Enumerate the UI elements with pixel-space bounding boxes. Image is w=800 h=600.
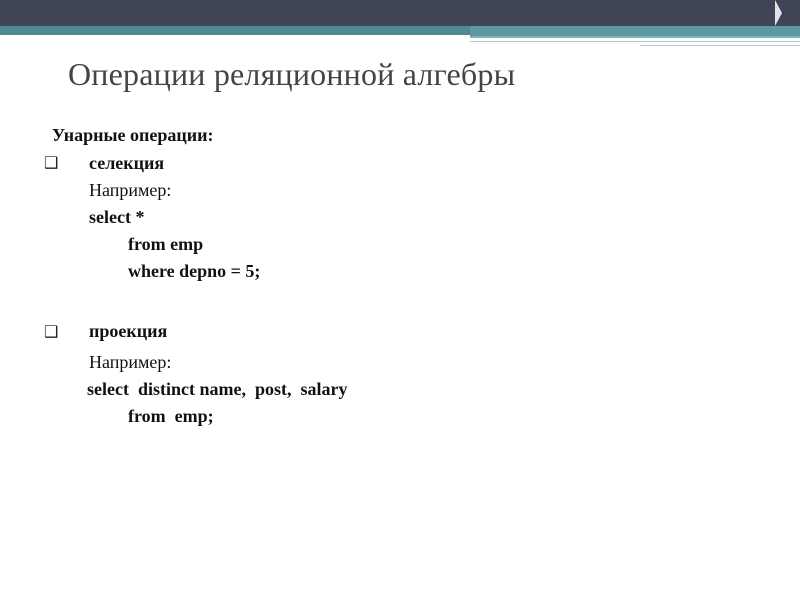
- code-line: from emp;: [128, 406, 214, 426]
- decor-line: [470, 41, 800, 42]
- subtitle: Унарные операции:: [52, 125, 214, 145]
- decor-line: [640, 45, 800, 46]
- code-line: where depno = 5;: [128, 261, 261, 281]
- decor-line: [470, 36, 800, 38]
- example-label: Например:: [89, 180, 172, 200]
- section-heading: селекция: [89, 153, 165, 173]
- corner-arrow-icon: [775, 0, 782, 26]
- section-heading: проекция: [89, 321, 168, 341]
- code-line: select *: [89, 207, 145, 227]
- arrow-square-bullet-icon: ❑: [44, 322, 59, 341]
- accent-stripe: [0, 26, 470, 35]
- slide-title: Операции реляционной алгебры: [68, 56, 516, 92]
- example-label: Например:: [89, 352, 172, 372]
- top-banner: [0, 0, 800, 26]
- accent-stripe-right: [470, 26, 800, 36]
- arrow-square-bullet-icon: ❑: [44, 153, 59, 172]
- code-line: from emp: [128, 234, 204, 254]
- code-line: select distinct name, post, salary: [87, 379, 348, 399]
